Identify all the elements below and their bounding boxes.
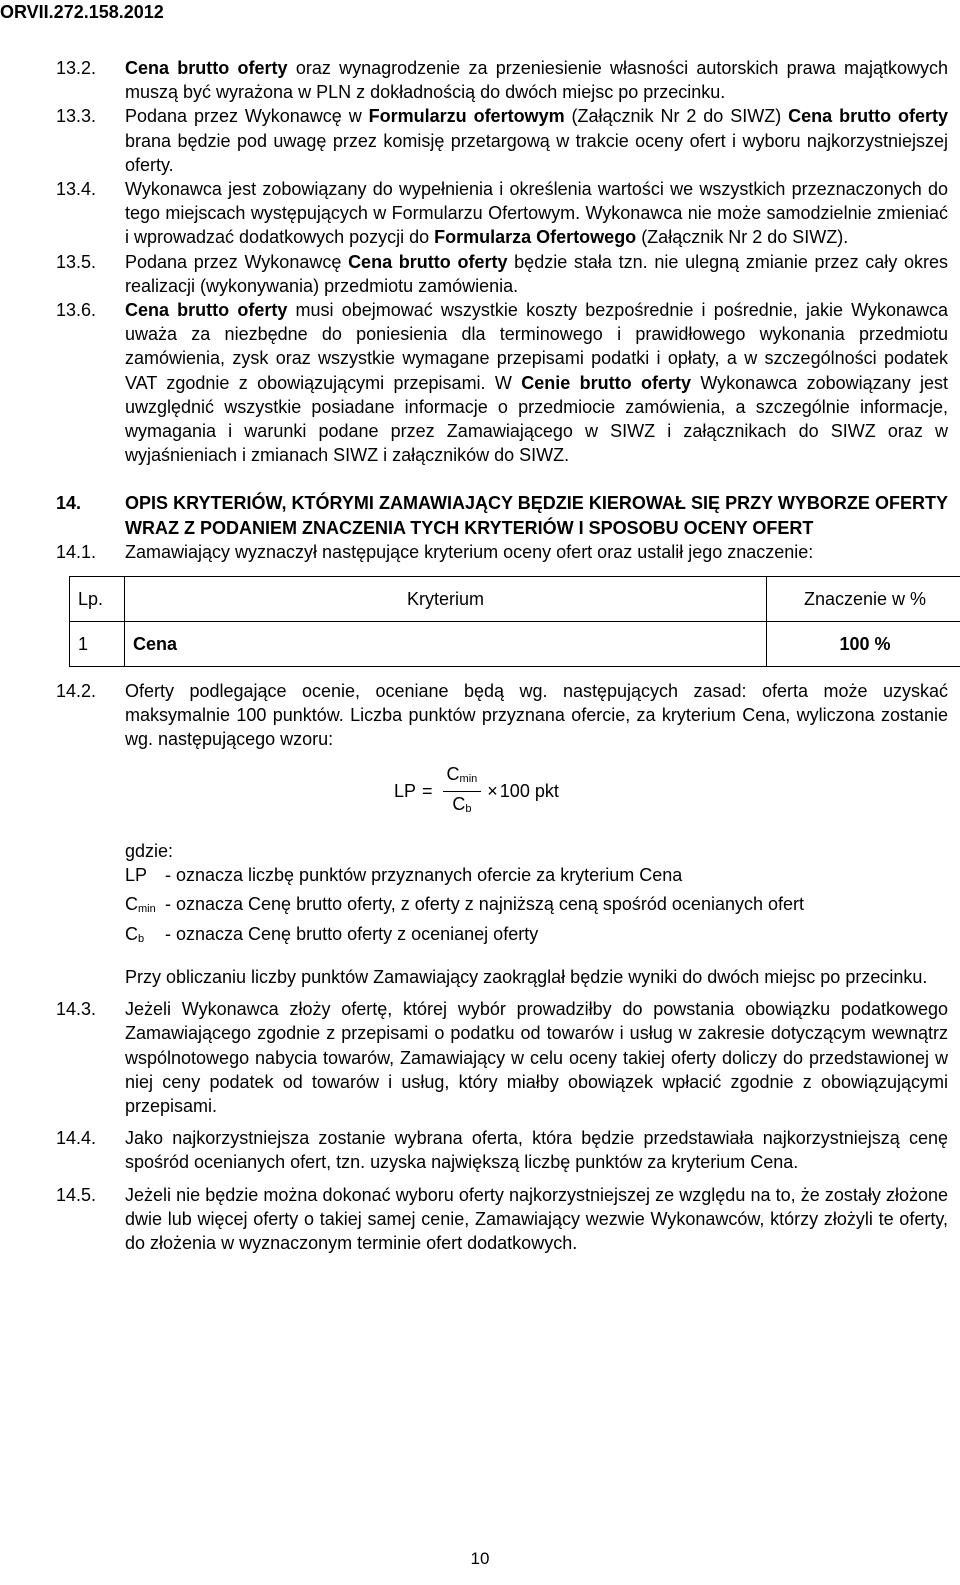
list-item <box>56 56 948 104</box>
item-14-2 <box>56 679 948 752</box>
legend-symbol: $C_{min}$ <box>125 894 156 916</box>
formula-lhs: LP <box>394 781 417 802</box>
item-number: 14.4. <box>56 1128 97 1149</box>
item-number: 13.5. <box>56 251 97 272</box>
document-id: ORVII.272.158.2012 <box>0 2 164 22</box>
legend-symbol: LP <box>125 865 148 886</box>
item-number: 14.2. <box>56 681 97 702</box>
formula-denominator: $C_b$ <box>452 793 472 815</box>
page-number: 10 <box>470 1549 490 1568</box>
legend-symbol: $C_b$ <box>125 923 145 945</box>
item-14-1 <box>56 540 948 564</box>
cell-znaczenie: 100 % <box>767 622 960 667</box>
list-item <box>56 298 948 467</box>
item-number: 13.4. <box>56 179 97 200</box>
list-item <box>56 250 948 298</box>
legend-row <box>125 892 948 921</box>
formula-equals: = <box>422 781 433 802</box>
section-14-items <box>56 997 948 1255</box>
cell-kryterium: Cena <box>125 622 767 667</box>
header-lp: Lp. <box>70 577 125 622</box>
formula-fraction <box>443 762 482 821</box>
item-number: 14.5. <box>56 1184 97 1205</box>
list-item <box>56 177 948 250</box>
table-row <box>70 622 960 667</box>
item-text: Cena brutto oferty musi obejmować wszystkie koszty bezpośrednie i pośrednie, jakie Wykonawca uważa za niezbędne do poniesienia dla terminowego i prawidłowego wykonania przedmiotu zamówienia, zysk oraz wszystkie wymagane przepisami podatki i opłaty, a w szczególności podatek VAT zgodnie z obowiązującymi przepisami. W Cenie brutto oferty Wykonawca zobowiązany jest uwzględnić wszystkie posiadane informacje o przedmiocie zamówienia, a szczególnie informacje, wymagania i warunki podane przez Zamawiającego w SIWZ i załącznikach do SIWZ oraz w wyjaśnieniach i zmianach SIWZ i załączników do SIWZ. <box>125 300 949 466</box>
legend-note: Przy obliczaniu liczby punktów Zamawiający zaokrąglał będzie wyniki do dwóch miejsc po przecinku. <box>125 966 928 987</box>
list-item <box>56 104 948 177</box>
item-number: 14.3. <box>56 999 97 1020</box>
formula-numerator: $C_{min}$ <box>443 762 482 792</box>
legend-description: - oznacza Cenę brutto oferty, z oferty z najniższą ceną spośród ocenianych ofert <box>165 894 804 915</box>
list-item <box>56 1126 948 1174</box>
criteria-table <box>69 576 960 667</box>
legend-rows <box>125 863 948 951</box>
list-item <box>56 997 948 1118</box>
item-text: Zamawiający wyznaczył następujące kryterium oceny ofert oraz ustalił jego znaczenie: <box>125 541 814 562</box>
item-text: Jeżeli Wykonawca złoży ofertę, której wybór prowadziłby do powstania obowiązku podatkowego Zamawiającego zgodnie z przepisami o podatku od towarów i usług w zakresie dotyczącym wewnątrz wspólnotowego nabycia towarów, Zamawiający w celu oceny takiej oferty doliczy do przedstawionej w niej ceny podatek od towarów i usług, który miałby obowiązek wpłacić zgodnie z obowiązującymi przepisami. <box>125 999 948 1116</box>
section-13-items <box>56 56 948 467</box>
legend-row <box>125 863 948 892</box>
item-text: Cena brutto oferty oraz wynagrodzenie za przeniesienie własności autorskich prawa majątkowych muszą być wyrażona w PLN z dokładnością do dwóch miejsc po przecinku. <box>125 58 948 103</box>
section-title: OPIS KRYTERIÓW, KTÓRYMI ZAMAWIAJĄCY BĘDZIE KIEROWAŁ SIĘ PRZY WYBORZE OFERTY WRAZ Z PODANIEM ZNACZENIA TYCH KRYTERIÓW I SPOSOBU OCENY OFERT <box>125 493 948 538</box>
item-text: Jeżeli nie będzie można dokonać wyboru oferty najkorzystniejszej ze względu na to, że zostały złożone dwie lub więcej oferty o takiej samej cenie, Zamawiający wezwie Wykonawców, którzy złożyli te oferty, do złożenia w wyznaczonym terminie ofert dodatkowych. <box>125 1184 948 1253</box>
section-14-heading <box>56 491 948 539</box>
legend-title: gdzie: <box>125 841 174 862</box>
item-text: Wykonawca jest zobowiązany do wypełnienia i określenia wartości we wszystkich przeznaczonych do tego miejscach występujących w Formularzu Ofertowym. Wykonawca nie może samodzielnie zmieniać i wprowadzać dodatkowych pozycji do Formularza Ofertowego (Załącznik Nr 2 do SIWZ). <box>125 179 948 248</box>
item-text: Oferty podlegające ocenie, oceniane będą wg. następujących zasad: oferta może uzyskać maksymalnie 100 punktów. Liczba punktów przyznana ofercie, za kryterium Cena, wyliczona zostanie wg. następującego wzoru: <box>125 681 948 750</box>
legend-row <box>125 922 948 951</box>
item-number: 13.2. <box>56 58 97 78</box>
item-number: 13.3. <box>56 106 97 127</box>
header-znaczenie: Znaczenie w % <box>767 577 960 622</box>
item-text: Podana przez Wykonawcę Cena brutto oferty będzie stała tzn. nie ulegną zmianie przez cały okres realizacji (wykonywania) przedmiotu zamówienia. <box>125 251 948 296</box>
table-header-row <box>70 577 960 622</box>
list-item <box>56 1183 948 1256</box>
formula-legend <box>125 839 948 989</box>
formula-times: × <box>487 781 498 802</box>
legend-description: - oznacza Cenę brutto oferty z ocenianej oferty <box>165 923 539 944</box>
scoring-formula <box>394 762 948 821</box>
page-content <box>56 56 948 1255</box>
item-number: 14.1. <box>56 541 97 562</box>
item-text: Jako najkorzystniejsza zostanie wybrana oferta, która będzie przedstawiała najkorzystniejszą cenę spośród ocenianych ofert, tzn. uzyska największą liczbę punktów za kryterium Cena. <box>125 1128 948 1173</box>
formula-rhs: 100 pkt <box>499 781 559 802</box>
header-kryterium: Kryterium <box>125 577 767 622</box>
section-number: 14. <box>56 493 82 514</box>
legend-description: - oznacza liczbę punktów przyznanych ofercie za kryterium Cena <box>165 865 683 886</box>
item-number: 13.6. <box>56 300 97 321</box>
item-text: Podana przez Wykonawcę w Formularzu ofertowym (Załącznik Nr 2 do SIWZ) Cena brutto oferty brana będzie pod uwagę przez komisję przetargową w trakcie oceny ofert i wyboru najkorzystniejszej oferty. <box>125 106 949 175</box>
cell-lp: 1 <box>70 622 125 667</box>
